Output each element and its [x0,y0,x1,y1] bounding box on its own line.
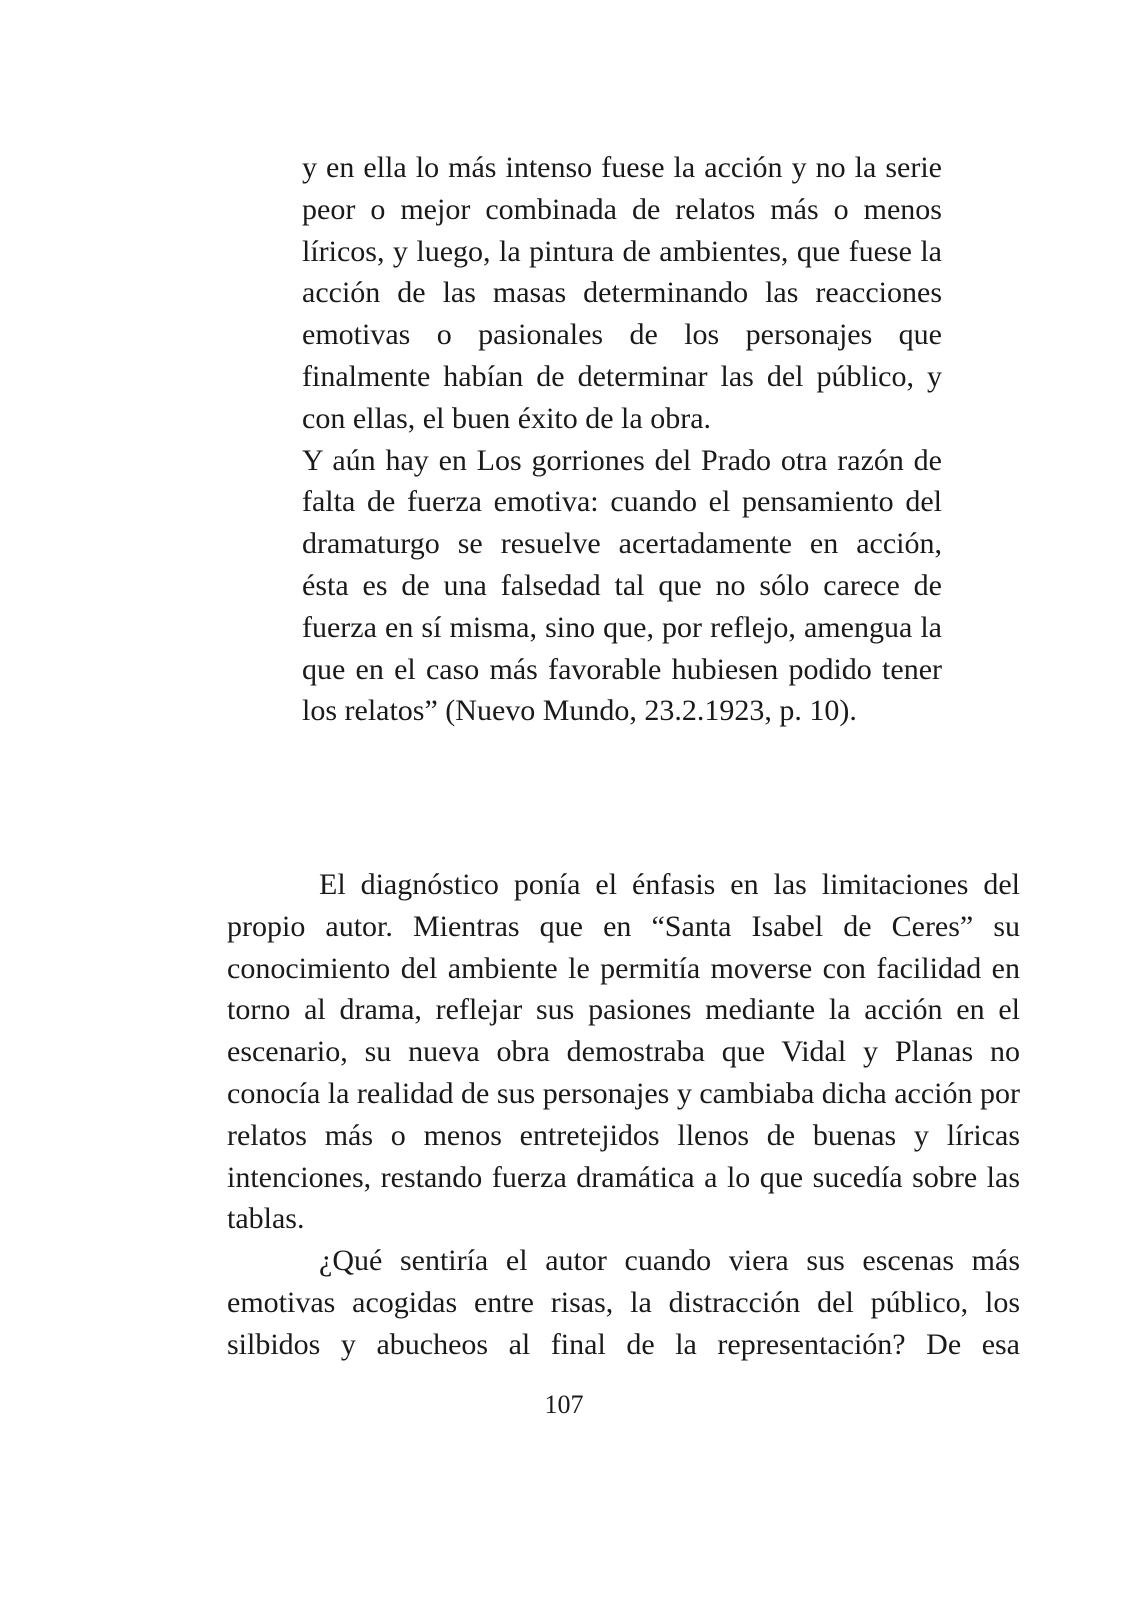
body-paragraph-1: El diagnóstico ponía el énfasis en las limitaciones del propio autor. Mientras que en “Santa Isabel de Ceres” su conocimiento del ambiente le permitía moverse con facilidad en torno al drama, reflejar sus pasiones mediante la acción en el escenario, su nueva obra demostraba que Vidal y Planas no conocía la realidad de sus personajes y cambiaba dicha acción por relatos más o menos entretejidos llenos de buenas y líricas intenciones, restando fuerza dramática a lo que sucedía sobre las tablas. [227,868,1020,1236]
page-number: 107 [544,1390,584,1419]
body-text [227,864,1020,1366]
body-paragraph-2: ¿Qué sentiría el autor cuando viera sus escenas más emotivas acogidas entre risas, la distracción del público, los silbidos y abucheos al final de la representación? De esa [227,1244,1020,1361]
quote-paragraph-2: Y aún hay en Los gorriones del Prado otra razón de falta de fuerza emotiva: cuando el pensamiento del dramaturgo se resuelve acertadamente en acción, ésta es de una falsedad tal que no sólo carece de fuerza en sí misma, sino que, por reflejo, amengua la que en el caso más favorable hubiesen podido tener los relatos” (Nuevo Mundo, 23.2.1923, p. 10). [302,443,942,728]
block-quote [302,147,942,732]
quote-paragraph-1: y en ella lo más intenso fuese la acción y no la serie peor o mejor combinada de relatos más o menos líricos, y luego, la pintura de ambientes, que fuese la acción de las masas determinando las reacciones emotivas o pasionales de los personajes que finalmente habían de determinar las del público, y con ellas, el buen éxito de la obra. [302,151,942,435]
